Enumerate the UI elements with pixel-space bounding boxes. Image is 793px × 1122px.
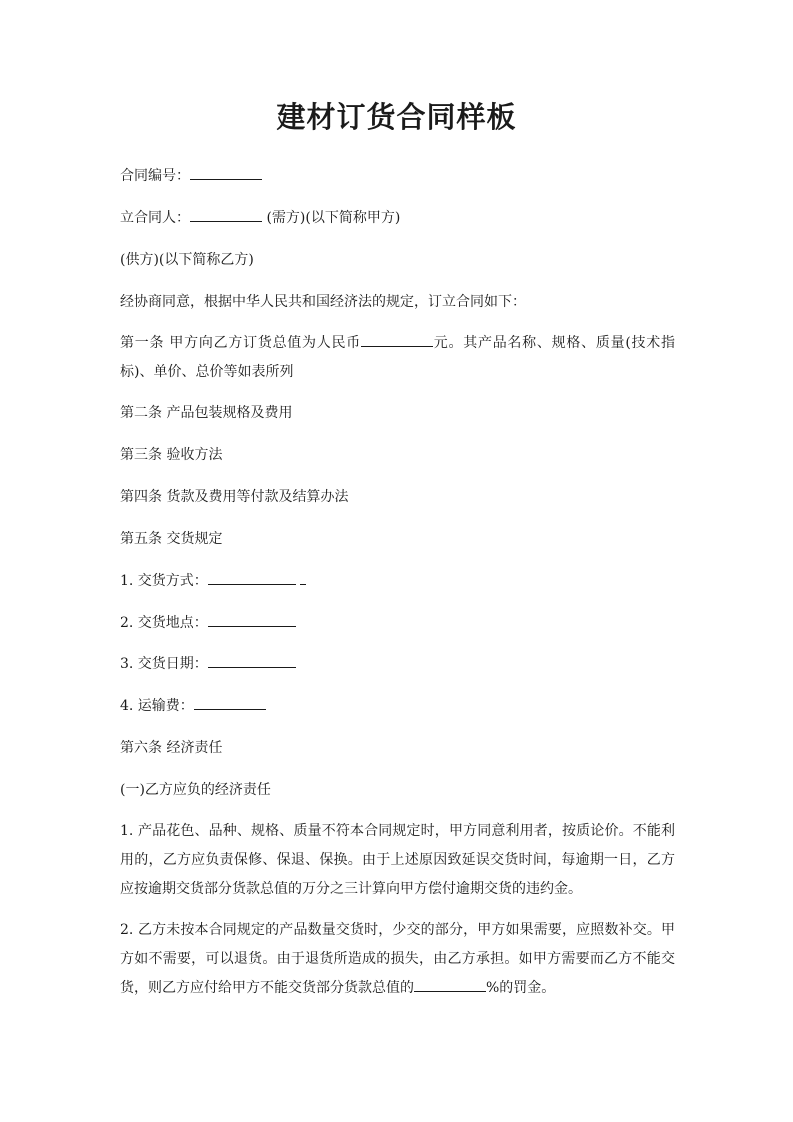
parties-line <box>120 204 675 233</box>
transport-fee-label: 4. 运输费： <box>120 698 194 714</box>
parties-label: 立合同人： <box>120 210 190 226</box>
article-1-text-a: 第一条 甲方向乙方订货总值为人民币 <box>120 335 361 351</box>
transport-fee-line <box>120 692 675 721</box>
delivery-place-label: 2. 交货地点： <box>120 615 208 631</box>
penalty-percent-blank[interactable] <box>414 977 486 992</box>
delivery-place-blank[interactable] <box>208 612 296 627</box>
section-1-heading: (一)乙方应负的经济责任 <box>120 782 271 798</box>
delivery-method-label: 1. 交货方式： <box>120 573 208 589</box>
delivery-date-line <box>120 650 675 679</box>
clause-2 <box>120 916 675 1003</box>
delivery-place-line <box>120 609 675 638</box>
transport-fee-blank[interactable] <box>194 695 266 710</box>
contract-number-blank[interactable] <box>190 165 262 180</box>
contract-number-label: 合同编号： <box>120 168 190 184</box>
total-amount-blank[interactable] <box>361 332 433 347</box>
clause-2-text-a: 2. 乙方未按本合同规定的产品数量交货时，少交的部分，甲方如果需要，应照数补交。甲方如不需要，可以退货。由于退货所造成的损失，由乙方承担。如甲方需要而乙方不能交货，则乙方应付给甲方不能交货部分货款总值的 <box>120 922 675 996</box>
article-1 <box>120 329 675 387</box>
clause-2-text-b: %的罚金。 <box>486 980 556 996</box>
article-6: 第六条 经济责任 <box>120 740 223 756</box>
supplier-line: (供方)(以下简称乙方) <box>120 252 254 268</box>
delivery-method-blank[interactable] <box>208 570 296 585</box>
clause-1: 1. 产品花色、品种、规格、质量不符本合同规定时，甲方同意利用者，按质论价。不能利用的，乙方应负责保修、保退、保换。由于上述原因致延误交货时间，每逾期一日，乙方应按逾期交货部分货款总值的万分之三计算向甲方偿付逾期交货的违约金。 <box>120 823 675 897</box>
delivery-date-label: 3. 交货日期： <box>120 656 208 672</box>
document-title: 建材订货合同样板 <box>276 100 517 134</box>
contract-number-line <box>120 162 675 191</box>
delivery-method-line <box>120 567 675 596</box>
delivery-method-blank-tail <box>300 570 306 585</box>
intro-paragraph: 经协商同意，根据中华人民共和国经济法的规定，订立合同如下： <box>120 294 526 310</box>
article-2: 第二条 产品包装规格及费用 <box>120 405 293 421</box>
article-1-text-b: 元。其产品名称、规格、质量(技术指标)、单价、总价等如表所列 <box>120 335 676 380</box>
article-3: 第三条 验收方法 <box>120 447 223 463</box>
article-4: 第四条 货款及费用等付款及结算办法 <box>120 489 349 505</box>
article-5: 第五条 交货规定 <box>120 531 223 547</box>
delivery-date-blank[interactable] <box>208 653 296 668</box>
demander-note: (需方)(以下简称甲方) <box>262 210 401 226</box>
demander-name-blank[interactable] <box>190 207 262 222</box>
